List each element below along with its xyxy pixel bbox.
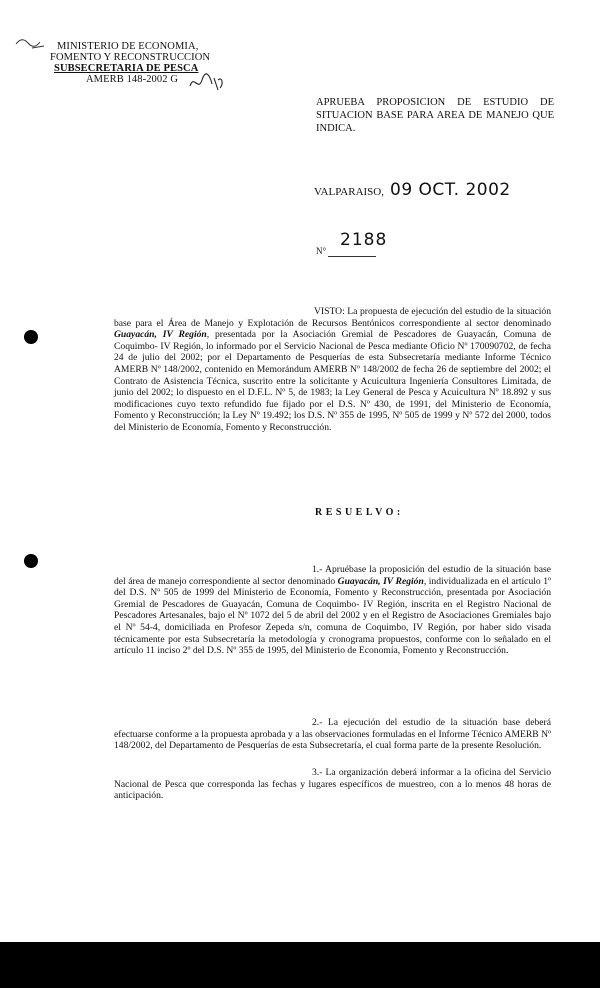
header-reference: AMERB 148-2002 G	[86, 74, 179, 85]
resolution-subject: APRUEBA PROPOSICION DE ESTUDIO DE SITUACION BASE PARA AREA DE MANEJO QUE INDICA.	[316, 97, 554, 134]
corner-mark	[14, 34, 54, 54]
resolution-item-3	[114, 767, 551, 802]
punch-hole-bottom	[24, 554, 38, 568]
item2-text: 2.- La ejecución del estudio de la situación base deberá efectuarse conforme a la propuesta aprobada y a las observaciones formuladas en el Informe Técnico AMERB Nº 148/2002, del Departamento de Pesquerías de esta Subsecretaría, el cual forma parte de la presente Resolución.	[114, 717, 551, 752]
resuelvo-heading: RESUELVO:	[315, 507, 404, 518]
resolution-item-1	[114, 564, 551, 657]
number-underline	[328, 256, 376, 257]
number-label: N°	[316, 246, 327, 256]
resolution-number: 2188	[340, 230, 388, 250]
resolution-item-2	[114, 717, 551, 752]
visto-paragraph	[114, 306, 551, 434]
place-label: VALPARAISO,	[314, 186, 384, 198]
header-ministry: MINISTERIO DE ECONOMIA,	[57, 41, 199, 52]
item1-place: Guayacán, IV Región	[337, 575, 424, 587]
header-fomento: FOMENTO Y RECONSTRUCCION	[50, 52, 211, 63]
scan-border-bottom	[0, 942, 600, 988]
date-stamp: 09 OCT. 2002	[390, 180, 511, 200]
item1-rest: , individualizada en el artículo 1º del D.S. Nº 505 de 1999 del Ministerio de Economía, Fomento y Reconstrucción, presentada por Asociación Gremial de Pescadores de Guayacán, Comuna de Coquimbo- IV Región, inscrita en el Registro Nacional de Pescadores Artesanales, bajo el Nº 1072 del 5 de abril del 2002 y en el Registro de Asociaciones Gremiales bajo el Nº 54-4, domiciliada en Profesor Zepeda s/n, comuna de Coquimbo, IV Región, por haber sido visada técnicamente por esta Subsecretaría la metodología y cronograma propuestos, conforme con lo señalado en el artículo 11 inciso 2º del D.S. Nº 355 de 1995, del Ministerio de Economía, Fomento y Reconstrucción.	[114, 575, 551, 657]
header-subsecretaria: SUBSECRETARIA DE PESCA	[54, 63, 199, 74]
initials-signature	[188, 72, 228, 94]
punch-hole-top	[24, 330, 38, 344]
visto-lead: VISTO: La propuesta de ejecución del estudio de la situación base para el Área de Manejo y Explotación de Recursos Bentónicos correspondiente al sector denominado	[114, 306, 551, 329]
visto-place: Guayacán, IV Región	[114, 329, 207, 341]
item1-lead: 1.- Apruébase la proposición del estudio de la situación base del área de manejo correspondiente al sector denominado	[114, 564, 551, 587]
item3-text: 3.- La organización deberá informar a la oficina del Servicio Nacional de Pesca que corresponda las fechas y lugares específicos de muestreo, con a lo menos 48 horas de anticipación.	[114, 767, 551, 802]
visto-rest: , presentada por la Asociación Gremial de Pescadores de Guayacán, Comuna de Coquimbo- IV Región, lo informado por el Servicio Nacional de Pesca mediante Oficio Nº 170090702, de fecha 24 de julio del 2002; por el Departamento de Pesquerías de esta Subsecretaría mediante Informe Técnico AMERB Nº 148/2002, contenido en Memorándum AMERB Nº 148/2002 de fecha 26 de septiembre del 2002; el Contrato de Asistencia Técnica, suscrito entre la solicitante y Acuicultura Ingeniería Consultores Limitada, de junio del 2002; lo dispuesto en el D.F.L. Nº 5, de 1983; la Ley General de Pesca y Acuicultura Nº 18.892 y sus modificaciones cuyo texto refundido fue fijado por el D.S. Nº 430, de 1991, del Ministerio de Economía, Fomento y Reconstrucción; la Ley Nº 19.492; los D.S. Nº 355 de 1995, Nº 505 de 1999 y Nº 572 del 2000, todos del Ministerio de Economía, Fomento y Reconstrucción.	[114, 329, 552, 433]
